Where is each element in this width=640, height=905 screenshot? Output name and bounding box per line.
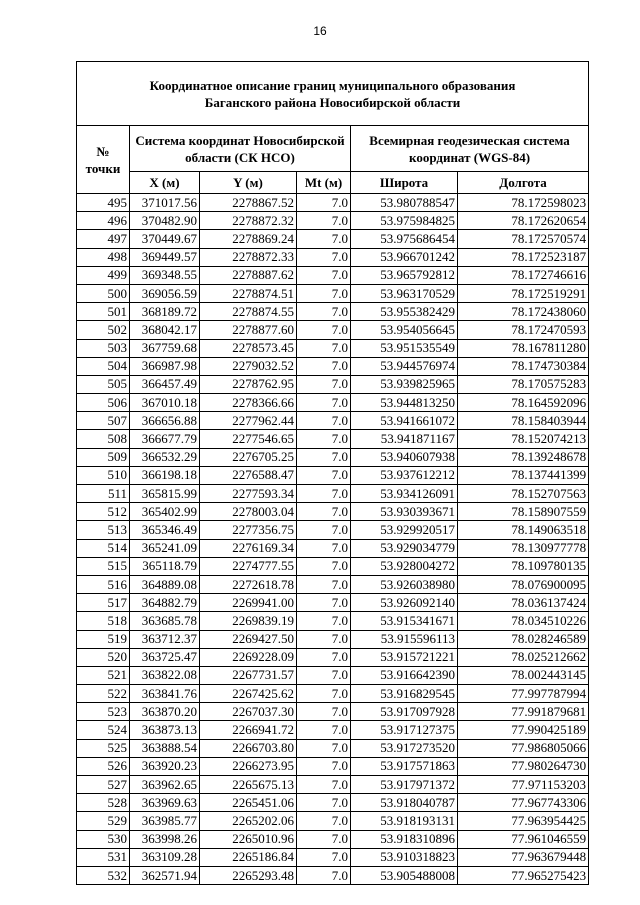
mt-value: 7.0 <box>297 339 351 357</box>
point-number: 509 <box>77 448 130 466</box>
header-mt: Mt (м) <box>297 172 351 194</box>
table-row <box>77 503 589 521</box>
longitude-value: 78.174730384 <box>458 357 589 375</box>
y-value: 2269941.00 <box>200 594 297 612</box>
x-value: 366656.88 <box>130 412 200 430</box>
longitude-value: 78.139248678 <box>458 448 589 466</box>
latitude-value: 53.915596113 <box>351 630 458 648</box>
mt-value: 7.0 <box>297 503 351 521</box>
latitude-value: 53.917273520 <box>351 739 458 757</box>
point-number: 510 <box>77 466 130 484</box>
x-value: 363962.65 <box>130 776 200 794</box>
mt-value: 7.0 <box>297 557 351 575</box>
table-row <box>77 630 589 648</box>
mt-value: 7.0 <box>297 630 351 648</box>
point-number: 502 <box>77 321 130 339</box>
latitude-value: 53.905488008 <box>351 866 458 884</box>
y-value: 2279032.52 <box>200 357 297 375</box>
mt-value: 7.0 <box>297 575 351 593</box>
x-value: 363822.08 <box>130 666 200 684</box>
x-value: 367759.68 <box>130 339 200 357</box>
table-body <box>77 194 589 885</box>
longitude-value: 78.167811280 <box>458 339 589 357</box>
table-row <box>77 848 589 866</box>
point-number: 521 <box>77 666 130 684</box>
longitude-value: 78.158907559 <box>458 503 589 521</box>
x-value: 363685.78 <box>130 612 200 630</box>
mt-value: 7.0 <box>297 830 351 848</box>
y-value: 2278874.55 <box>200 303 297 321</box>
table-row <box>77 812 589 830</box>
longitude-value: 77.961046559 <box>458 830 589 848</box>
latitude-value: 53.928004272 <box>351 557 458 575</box>
latitude-value: 53.975686454 <box>351 230 458 248</box>
table-row <box>77 776 589 794</box>
point-number: 508 <box>77 430 130 448</box>
longitude-value: 77.963679448 <box>458 848 589 866</box>
header-wgs-system <box>351 126 589 172</box>
mt-value: 7.0 <box>297 194 351 212</box>
x-value: 365118.79 <box>130 557 200 575</box>
point-number: 498 <box>77 248 130 266</box>
y-value: 2267731.57 <box>200 666 297 684</box>
latitude-value: 53.917097928 <box>351 703 458 721</box>
latitude-value: 53.951535549 <box>351 339 458 357</box>
longitude-value: 77.991879681 <box>458 703 589 721</box>
latitude-value: 53.918310896 <box>351 830 458 848</box>
longitude-value: 78.172438060 <box>458 303 589 321</box>
x-value: 366457.49 <box>130 375 200 393</box>
longitude-value: 78.164592096 <box>458 394 589 412</box>
point-number: 507 <box>77 412 130 430</box>
table-row <box>77 612 589 630</box>
longitude-value: 78.172570574 <box>458 230 589 248</box>
mt-value: 7.0 <box>297 812 351 830</box>
y-value: 2278887.62 <box>200 266 297 284</box>
latitude-value: 53.980788547 <box>351 194 458 212</box>
longitude-value: 78.076900095 <box>458 575 589 593</box>
longitude-value: 78.109780135 <box>458 557 589 575</box>
y-value: 2269228.09 <box>200 648 297 666</box>
longitude-value: 78.172620654 <box>458 212 589 230</box>
header-nso-system <box>130 126 351 172</box>
mt-value: 7.0 <box>297 739 351 757</box>
latitude-value: 53.934126091 <box>351 485 458 503</box>
table-row <box>77 485 589 503</box>
point-number: 501 <box>77 303 130 321</box>
x-value: 363985.77 <box>130 812 200 830</box>
x-value: 365346.49 <box>130 521 200 539</box>
latitude-value: 53.937612212 <box>351 466 458 484</box>
mt-value: 7.0 <box>297 485 351 503</box>
y-value: 2266703.80 <box>200 739 297 757</box>
table-row <box>77 866 589 884</box>
x-value: 363873.13 <box>130 721 200 739</box>
longitude-value: 78.170575283 <box>458 375 589 393</box>
latitude-value: 53.944813250 <box>351 394 458 412</box>
point-number: 497 <box>77 230 130 248</box>
x-value: 367010.18 <box>130 394 200 412</box>
latitude-value: 53.926092140 <box>351 594 458 612</box>
mt-value: 7.0 <box>297 703 351 721</box>
latitude-value: 53.930393671 <box>351 503 458 521</box>
table-row <box>77 721 589 739</box>
table-row <box>77 739 589 757</box>
table-row <box>77 248 589 266</box>
table-row <box>77 521 589 539</box>
x-value: 363920.23 <box>130 757 200 775</box>
longitude-value: 78.172519291 <box>458 284 589 302</box>
table-row <box>77 794 589 812</box>
latitude-value: 53.917571863 <box>351 757 458 775</box>
mt-value: 7.0 <box>297 521 351 539</box>
latitude-value: 53.965792812 <box>351 266 458 284</box>
longitude-value: 78.130977778 <box>458 539 589 557</box>
header-latitude: Широта <box>351 172 458 194</box>
table-row <box>77 575 589 593</box>
latitude-value: 53.926038980 <box>351 575 458 593</box>
table-row <box>77 266 589 284</box>
x-value: 363870.20 <box>130 703 200 721</box>
mt-value: 7.0 <box>297 757 351 775</box>
header-point-number-label: точки <box>85 160 121 176</box>
mt-value: 7.0 <box>297 539 351 557</box>
y-value: 2265451.06 <box>200 794 297 812</box>
table-row <box>77 648 589 666</box>
point-number: 504 <box>77 357 130 375</box>
x-value: 370482.90 <box>130 212 200 230</box>
latitude-value: 53.917127375 <box>351 721 458 739</box>
table-row <box>77 539 589 557</box>
y-value: 2277356.75 <box>200 521 297 539</box>
longitude-value: 78.034510226 <box>458 612 589 630</box>
latitude-value: 53.918193131 <box>351 812 458 830</box>
y-value: 2278877.60 <box>200 321 297 339</box>
table-row <box>77 284 589 302</box>
mt-value: 7.0 <box>297 794 351 812</box>
table-row <box>77 303 589 321</box>
x-value: 365815.99 <box>130 485 200 503</box>
mt-value: 7.0 <box>297 248 351 266</box>
x-value: 369348.55 <box>130 266 200 284</box>
point-number: 529 <box>77 812 130 830</box>
y-value: 2266273.95 <box>200 757 297 775</box>
mt-value: 7.0 <box>297 776 351 794</box>
y-value: 2265186.84 <box>200 848 297 866</box>
latitude-value: 53.929920517 <box>351 521 458 539</box>
table-title-line1: Координатное описание границ муниципального образования <box>149 77 516 93</box>
mt-value: 7.0 <box>297 303 351 321</box>
latitude-value: 53.941871167 <box>351 430 458 448</box>
header-wgs-line2: координат (WGS-84) <box>409 149 531 165</box>
latitude-value: 53.916829545 <box>351 685 458 703</box>
table-row <box>77 757 589 775</box>
table-row <box>77 394 589 412</box>
point-number: 523 <box>77 703 130 721</box>
mt-value: 7.0 <box>297 866 351 884</box>
latitude-value: 53.940607938 <box>351 448 458 466</box>
mt-value: 7.0 <box>297 685 351 703</box>
y-value: 2267425.62 <box>200 685 297 703</box>
point-number: 518 <box>77 612 130 630</box>
point-number: 530 <box>77 830 130 848</box>
table-row <box>77 212 589 230</box>
mt-value: 7.0 <box>297 448 351 466</box>
point-number: 516 <box>77 575 130 593</box>
longitude-value: 77.980264730 <box>458 757 589 775</box>
table-row <box>77 830 589 848</box>
longitude-value: 78.028246589 <box>458 630 589 648</box>
x-value: 369056.59 <box>130 284 200 302</box>
latitude-value: 53.966701242 <box>351 248 458 266</box>
mt-value: 7.0 <box>297 212 351 230</box>
y-value: 2265010.96 <box>200 830 297 848</box>
table-row <box>77 594 589 612</box>
longitude-value: 77.963954425 <box>458 812 589 830</box>
longitude-value: 78.152707563 <box>458 485 589 503</box>
point-number: 527 <box>77 776 130 794</box>
x-value: 362571.94 <box>130 866 200 884</box>
table-row <box>77 375 589 393</box>
y-value: 2276588.47 <box>200 466 297 484</box>
mt-value: 7.0 <box>297 612 351 630</box>
y-value: 2272618.78 <box>200 575 297 593</box>
longitude-value: 78.149063518 <box>458 521 589 539</box>
latitude-value: 53.918040787 <box>351 794 458 812</box>
mt-value: 7.0 <box>297 230 351 248</box>
longitude-value: 78.137441399 <box>458 466 589 484</box>
table-row <box>77 412 589 430</box>
longitude-value: 77.997787994 <box>458 685 589 703</box>
point-number: 526 <box>77 757 130 775</box>
y-value: 2278762.95 <box>200 375 297 393</box>
mt-value: 7.0 <box>297 375 351 393</box>
x-value: 363841.76 <box>130 685 200 703</box>
longitude-value: 78.172470593 <box>458 321 589 339</box>
point-number: 531 <box>77 848 130 866</box>
longitude-value: 78.158403944 <box>458 412 589 430</box>
table-row <box>77 357 589 375</box>
latitude-value: 53.939825965 <box>351 375 458 393</box>
latitude-value: 53.915341671 <box>351 612 458 630</box>
mt-value: 7.0 <box>297 284 351 302</box>
mt-value: 7.0 <box>297 594 351 612</box>
x-value: 364882.79 <box>130 594 200 612</box>
x-value: 366532.29 <box>130 448 200 466</box>
y-value: 2277962.44 <box>200 412 297 430</box>
x-value: 363712.37 <box>130 630 200 648</box>
mt-value: 7.0 <box>297 321 351 339</box>
table-row <box>77 557 589 575</box>
x-value: 366987.98 <box>130 357 200 375</box>
latitude-value: 53.910318823 <box>351 848 458 866</box>
table-row <box>77 703 589 721</box>
header-point-number-symbol: № <box>96 143 110 159</box>
y-value: 2265202.06 <box>200 812 297 830</box>
longitude-value: 77.986805066 <box>458 739 589 757</box>
mt-value: 7.0 <box>297 648 351 666</box>
header-nso-line1: Система координат Новосибирской <box>135 132 345 148</box>
y-value: 2277546.65 <box>200 430 297 448</box>
x-value: 366677.79 <box>130 430 200 448</box>
mt-value: 7.0 <box>297 721 351 739</box>
y-value: 2265675.13 <box>200 776 297 794</box>
longitude-value: 78.172746616 <box>458 266 589 284</box>
x-value: 365402.99 <box>130 503 200 521</box>
latitude-value: 53.916642390 <box>351 666 458 684</box>
mt-value: 7.0 <box>297 357 351 375</box>
table-row <box>77 194 589 212</box>
point-number: 520 <box>77 648 130 666</box>
mt-value: 7.0 <box>297 412 351 430</box>
table-row <box>77 466 589 484</box>
x-value: 371017.56 <box>130 194 200 212</box>
table-row <box>77 230 589 248</box>
table-title-line2: Баганского района Новосибирской области <box>204 94 461 110</box>
latitude-value: 53.944576974 <box>351 357 458 375</box>
page-number: 16 <box>313 24 327 38</box>
point-number: 511 <box>77 485 130 503</box>
latitude-value: 53.915721221 <box>351 648 458 666</box>
longitude-value: 78.152074213 <box>458 430 589 448</box>
longitude-value: 78.036137424 <box>458 594 589 612</box>
x-value: 368042.17 <box>130 321 200 339</box>
point-number: 505 <box>77 375 130 393</box>
point-number: 519 <box>77 630 130 648</box>
mt-value: 7.0 <box>297 666 351 684</box>
header-y: Y (м) <box>200 172 297 194</box>
y-value: 2265293.48 <box>200 866 297 884</box>
mt-value: 7.0 <box>297 430 351 448</box>
latitude-value: 53.917971372 <box>351 776 458 794</box>
mt-value: 7.0 <box>297 394 351 412</box>
latitude-value: 53.963170529 <box>351 284 458 302</box>
y-value: 2278573.45 <box>200 339 297 357</box>
longitude-value: 77.971153203 <box>458 776 589 794</box>
longitude-value: 77.967743306 <box>458 794 589 812</box>
x-value: 363725.47 <box>130 648 200 666</box>
table-row <box>77 666 589 684</box>
point-number: 517 <box>77 594 130 612</box>
y-value: 2277593.34 <box>200 485 297 503</box>
coordinates-table <box>76 61 589 885</box>
longitude-value: 77.990425189 <box>458 721 589 739</box>
longitude-value: 78.172523187 <box>458 248 589 266</box>
y-value: 2278872.33 <box>200 248 297 266</box>
longitude-value: 78.002443145 <box>458 666 589 684</box>
point-number: 514 <box>77 539 130 557</box>
y-value: 2278869.24 <box>200 230 297 248</box>
mt-value: 7.0 <box>297 266 351 284</box>
table-title <box>77 62 589 126</box>
y-value: 2266941.72 <box>200 721 297 739</box>
table-row <box>77 321 589 339</box>
point-number: 496 <box>77 212 130 230</box>
header-x: X (м) <box>130 172 200 194</box>
mt-value: 7.0 <box>297 466 351 484</box>
point-number: 513 <box>77 521 130 539</box>
y-value: 2278366.66 <box>200 394 297 412</box>
latitude-value: 53.929034779 <box>351 539 458 557</box>
latitude-value: 53.955382429 <box>351 303 458 321</box>
y-value: 2267037.30 <box>200 703 297 721</box>
header-nso-line2: области (СК НСО) <box>185 149 295 165</box>
x-value: 363888.54 <box>130 739 200 757</box>
table-row <box>77 339 589 357</box>
x-value: 366198.18 <box>130 466 200 484</box>
x-value: 364889.08 <box>130 575 200 593</box>
x-value: 363109.28 <box>130 848 200 866</box>
x-value: 363969.63 <box>130 794 200 812</box>
y-value: 2278003.04 <box>200 503 297 521</box>
longitude-value: 78.025212662 <box>458 648 589 666</box>
point-number: 524 <box>77 721 130 739</box>
y-value: 2274777.55 <box>200 557 297 575</box>
point-number: 532 <box>77 866 130 884</box>
x-value: 370449.67 <box>130 230 200 248</box>
y-value: 2278874.51 <box>200 284 297 302</box>
point-number: 499 <box>77 266 130 284</box>
header-point-number <box>77 126 130 194</box>
x-value: 369449.57 <box>130 248 200 266</box>
point-number: 515 <box>77 557 130 575</box>
point-number: 506 <box>77 394 130 412</box>
x-value: 363998.26 <box>130 830 200 848</box>
table-row <box>77 430 589 448</box>
latitude-value: 53.941661072 <box>351 412 458 430</box>
latitude-value: 53.975984825 <box>351 212 458 230</box>
y-value: 2278867.52 <box>200 194 297 212</box>
x-value: 365241.09 <box>130 539 200 557</box>
x-value: 368189.72 <box>130 303 200 321</box>
mt-value: 7.0 <box>297 848 351 866</box>
point-number: 495 <box>77 194 130 212</box>
point-number: 522 <box>77 685 130 703</box>
point-number: 512 <box>77 503 130 521</box>
point-number: 500 <box>77 284 130 302</box>
table-row <box>77 685 589 703</box>
point-number: 503 <box>77 339 130 357</box>
point-number: 528 <box>77 794 130 812</box>
table-row <box>77 448 589 466</box>
longitude-value: 78.172598023 <box>458 194 589 212</box>
y-value: 2276169.34 <box>200 539 297 557</box>
y-value: 2278872.32 <box>200 212 297 230</box>
header-wgs-line1: Всемирная геодезическая система <box>369 132 570 148</box>
longitude-value: 77.965275423 <box>458 866 589 884</box>
y-value: 2269839.19 <box>200 612 297 630</box>
y-value: 2269427.50 <box>200 630 297 648</box>
y-value: 2276705.25 <box>200 448 297 466</box>
point-number: 525 <box>77 739 130 757</box>
header-longitude: Долгота <box>458 172 589 194</box>
latitude-value: 53.954056645 <box>351 321 458 339</box>
